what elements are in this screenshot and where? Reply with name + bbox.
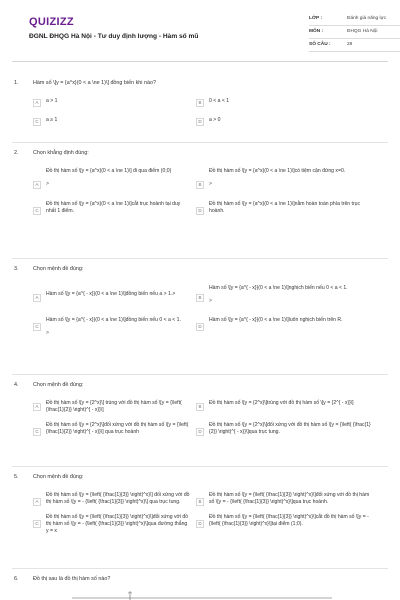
question-3 — [12, 266, 388, 342]
option-tail: > — [209, 298, 212, 305]
question-divider — [12, 258, 388, 259]
option-body: Đồ thị hàm số \[y = {a^x}(0 < a \ne 1)\]có tiệm cận đứng x=0. — [209, 168, 346, 175]
option-letter: C — [33, 118, 41, 126]
meta-value: Đánh giá năng lực — [347, 15, 387, 21]
question-1 — [12, 80, 388, 131]
option-text — [41, 168, 179, 189]
question-number: 2. — [14, 150, 19, 156]
option-b[interactable] — [196, 285, 382, 305]
option-letter: B — [196, 498, 204, 506]
option-letter: A — [33, 294, 41, 302]
option-text: 0 < a < 1 — [209, 98, 230, 105]
question-5 — [12, 474, 388, 540]
option-text: Đồ thị hàm số \[y = {2^x}\]đối xứng với đồ thị hàm số \[y = {\left( {\frac{1}{2}} \right)^{ - x}}\] qua trục hoành — [46, 422, 189, 435]
meta-key: MÔN : — [309, 28, 324, 34]
option-text — [41, 317, 189, 337]
option-text: a ≥ 1 — [46, 117, 58, 124]
option-a[interactable] — [12, 98, 198, 107]
question-divider — [12, 568, 388, 569]
option-letter: B — [196, 181, 204, 189]
option-letter: C — [33, 323, 41, 331]
question-2 — [12, 150, 388, 220]
option-d[interactable] — [196, 317, 382, 337]
question-4 — [12, 382, 388, 441]
option-d[interactable] — [196, 201, 382, 215]
question-divider — [12, 466, 388, 467]
option-text: Đồ thị hàm số \[y = {\left( {\frac{1}{3}} \right)^x}\]đối xứng với đồ thị hàm số \[y = - {\left( {\frac{1}{3}} \right)^x}\]qua đường thẳng y = x — [46, 514, 189, 535]
question-divider — [12, 142, 388, 143]
meta-value: 28 — [347, 41, 353, 47]
option-b[interactable] — [196, 492, 382, 506]
meta-key: LỚP : — [309, 15, 323, 21]
option-b[interactable] — [196, 168, 382, 189]
option-letter: D — [196, 323, 204, 331]
option-a[interactable] — [12, 285, 198, 305]
function-graph — [12, 590, 388, 600]
option-tail: > — [46, 329, 49, 336]
option-c[interactable] — [12, 201, 198, 215]
option-text: a > 1 — [46, 98, 58, 105]
meta-row-class — [309, 13, 400, 26]
graph-arrow — [130, 592, 132, 594]
option-text: Đồ thị hàm số \[y = {\left( {\frac{1}{3}} \right)^x}\] đối xứng với đồ thị hàm số \[y = - {\left( {\frac{1}{3}} \right)^x}\] qua trục tung. — [46, 492, 190, 506]
question-text: Đồ thị sau là đồ thị hàm số nào? — [33, 576, 111, 582]
question-number: 1. — [14, 80, 19, 86]
option-a[interactable] — [12, 400, 198, 414]
question-number: 3. — [14, 266, 19, 272]
question-number: 4. — [14, 382, 19, 388]
option-text — [204, 285, 356, 305]
option-letter: D — [196, 118, 204, 126]
option-c[interactable] — [12, 317, 198, 337]
option-letter: C — [33, 207, 41, 215]
question-number: 5. — [14, 474, 19, 480]
option-text: Đồ thị hàm số \[y = {a^x}(0 < a \ne 1)\]nằm hoàn toàn phía trên trục hoành. — [209, 201, 361, 215]
option-a[interactable] — [12, 168, 198, 189]
option-text: Hàm số \[y = {a^{ - x}}(0 < a \ne 1)\]đồng biến nếu a > 1.> — [46, 291, 176, 298]
meta-row-subject — [309, 26, 400, 39]
option-letter: B — [196, 294, 204, 302]
option-letter: D — [196, 428, 204, 436]
option-letter: A — [33, 99, 41, 107]
meta-value: ĐHQG Hà Nội — [347, 28, 378, 34]
option-letter: D — [196, 207, 204, 215]
option-c[interactable] — [12, 117, 198, 126]
option-d[interactable] — [196, 422, 382, 436]
option-text: Đồ thị hàm số \[y = {2^x}\]trùng với đồ thị hàm số \[y = {2^{ - x}}\] — [209, 400, 354, 407]
option-b[interactable] — [196, 98, 382, 107]
meta-key: SỐ CÂU : — [309, 41, 331, 47]
option-text: Đồ thị hàm số \[y = {2^x}\]đối xứng với đồ thị hàm số \[y = {\left( {\frac{1}{2}} \right)^{ - x}}\]qua trục tung. — [209, 422, 371, 435]
option-text: Hàm số \[y = {a^{ - x}}(0 < a \ne 1)\]luôn nghịch biến trên R. — [209, 317, 343, 324]
option-text: a > 0 — [209, 117, 221, 124]
quizizz-logo: QUIZIZZ — [29, 16, 74, 28]
option-c[interactable] — [12, 514, 198, 535]
option-letter: C — [33, 428, 41, 436]
option-body: Hàm số \[y = {a^{ - x}}(0 < a \ne 1)\]nghịch biến nếu 0 < a < 1. — [209, 285, 348, 292]
question-6 — [12, 576, 388, 583]
option-c[interactable] — [12, 422, 198, 436]
option-text: Đồ thị hàm số \[y = {\left( {\frac{1}{3}} \right)^x}\]cắt đồ thị hàm số \[y = - {\left( {\frac{1}{3}} \right)^x}\]tại điểm (1;0). — [209, 514, 369, 528]
question-divider — [12, 374, 388, 375]
worksheet-title: ĐGNL ĐHQG Hà Nội - Tư duy định lượng - Hàm số mũ — [29, 33, 199, 40]
option-letter: D — [196, 520, 204, 528]
option-text: Đồ thị hàm số \[y = {2^x}\] trùng với đồ thị hàm số \[y = {\left( {\frac{1}{2}} \right)^{ - x}}\] — [46, 400, 182, 414]
question-text: Hàm số \[y = {a^x}(0 < a \ne 1)\] đồng biến khi nào? — [33, 80, 156, 86]
question-text: Chọn mệnh đề đúng: — [33, 382, 84, 388]
question-text: Chọn mệnh đề đúng: — [33, 474, 84, 480]
question-text: Chọn mệnh đề đúng: — [33, 266, 84, 272]
option-body: Hàm số \[y = {a^{ - x}}(0 < a \ne 1)\]đồng biến nếu 0 < a < 1. — [46, 317, 181, 324]
question-number: 6. — [14, 576, 19, 582]
option-letter: A — [33, 403, 41, 411]
option-letter: C — [33, 520, 41, 528]
meta-row-count — [309, 39, 400, 52]
option-b[interactable] — [196, 400, 382, 414]
option-text: Đồ thị hàm số \[y = {\left( {\frac{1}{3}} \right)^x}\]đối xứng với đồ thị hàm số \[y = - {\left( {\frac{1}{3}} \right)^x}\]qua trục hoành. — [209, 492, 370, 506]
option-tail: > — [46, 181, 49, 188]
option-body: Đồ thị hàm số \[y = {a^x}(0 < a \ne 1)\] đi qua điểm (0;0) — [46, 168, 172, 175]
option-a[interactable] — [12, 492, 198, 506]
option-d[interactable] — [196, 117, 382, 126]
option-letter: A — [33, 498, 41, 506]
option-d[interactable] — [196, 514, 382, 535]
option-letter: A — [33, 181, 41, 189]
option-text — [204, 168, 353, 189]
question-text: Chọn khẳng định đúng: — [33, 150, 89, 156]
option-tail: > — [209, 181, 212, 188]
worksheet-header — [12, 0, 388, 62]
option-text: Đồ thị hàm số \[y = {a^x}(0 < a \ne 1)\]cắt trục hoành tại duy nhất 1 điểm. — [46, 201, 181, 215]
option-letter: B — [196, 99, 204, 107]
option-letter: B — [196, 403, 204, 411]
meta-table — [309, 13, 400, 52]
